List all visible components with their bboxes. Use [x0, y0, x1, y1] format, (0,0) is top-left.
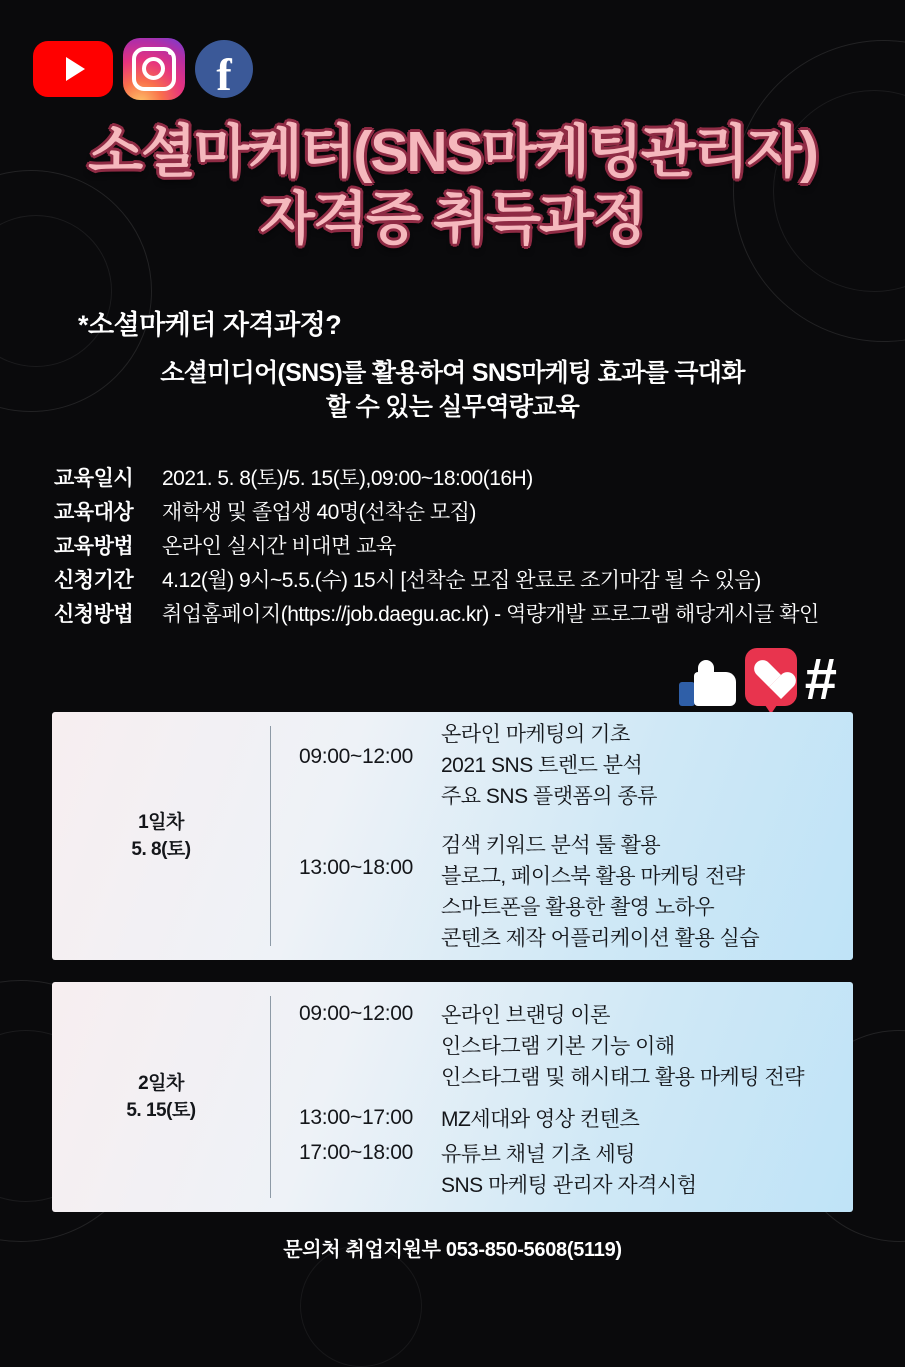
- schedule-topics: [441, 1104, 639, 1135]
- info-key: 교육대상: [54, 501, 134, 524]
- schedule-topics: [441, 719, 657, 812]
- schedule-time: 13:00~17:00: [298, 1106, 414, 1129]
- day-label: [52, 712, 270, 960]
- facebook-icon-label: f: [216, 49, 232, 100]
- instagram-icon: [123, 38, 185, 100]
- info-value: 취업홈페이지(https://job.daegu.ac.kr) - 역량개발 프로그램 해당게시글 확인: [162, 603, 819, 626]
- youtube-icon: [33, 41, 113, 97]
- intro-question: *소셜마케터 자격과정?: [78, 310, 342, 340]
- info-key: 신청방법: [54, 603, 134, 626]
- schedule-topic: 온라인 브랜딩 이론: [441, 1004, 610, 1027]
- schedule-topics: [441, 830, 759, 954]
- heart-icon: [745, 648, 797, 706]
- title-line-1: 소셜마케터(SNS마케팅관리자): [88, 120, 817, 184]
- thumbs-up-icon: [679, 660, 737, 706]
- schedule-topic: 검색 키워드 분석 툴 활용: [441, 833, 661, 857]
- info-value: 온라인 실시간 비대면 교육: [162, 535, 396, 558]
- schedule-topic: 블로그, 페이스북 활용 마케팅 전략: [441, 864, 745, 888]
- day-label-line-2: 5. 8(토): [131, 839, 191, 860]
- reaction-icon-row: [679, 647, 837, 712]
- schedule-time: 09:00~12:00: [298, 744, 414, 768]
- social-icon-row: [33, 38, 253, 100]
- info-value: 2021. 5. 8(토)/5. 15(토),09:00~18:00(16H): [162, 467, 533, 490]
- page-title: [0, 120, 905, 254]
- schedule-topic: 2021 SNS 트렌드 분석: [441, 753, 643, 777]
- schedule-block: [271, 710, 853, 821]
- intro-body: [0, 356, 905, 424]
- decorative-circle: [300, 1245, 422, 1367]
- info-list: [54, 462, 819, 632]
- schedule-topic: 주요 SNS 플랫폼의 종류: [441, 784, 657, 808]
- day-label-line-1: 2일차: [138, 1073, 184, 1094]
- schedule-topics: [441, 1139, 697, 1201]
- intro-body-line-2: 할 수 있는 실무역량교육: [325, 393, 580, 421]
- info-key: 신청기간: [54, 569, 134, 592]
- info-row: [54, 530, 819, 564]
- contact-footer: 문의처 취업지원부 053-850-5608(5119): [283, 1239, 622, 1261]
- info-value: 재학생 및 졸업생 40명(선착순 모집): [162, 501, 476, 524]
- schedule-topic: 인스타그램 기본 기능 이해: [441, 1035, 675, 1058]
- schedule-table-day2: [52, 982, 853, 1212]
- schedule-topic: 스마트폰을 활용한 촬영 노하우: [441, 895, 715, 919]
- schedule-topic: 인스타그램 및 해시태그 활용 마케팅 전략: [441, 1066, 805, 1089]
- day-label: [52, 982, 270, 1212]
- facebook-icon: [195, 40, 253, 98]
- info-value: 4.12(월) 9시~5.5.(수) 15시 [선착순 모집 완료로 조기마감 될 수 있음): [162, 569, 761, 592]
- hashtag-icon: #: [804, 647, 837, 712]
- info-key: 교육방법: [54, 535, 134, 558]
- schedule-block: [271, 1137, 853, 1203]
- day-label-line-2: 5. 15(토): [126, 1100, 196, 1121]
- schedule-time: 17:00~18:00: [298, 1141, 414, 1164]
- title-line-2: 자격증 취득과정: [259, 187, 646, 251]
- schedule-topics: [441, 1000, 804, 1093]
- day-label-line-1: 1일차: [138, 812, 184, 833]
- info-row: [54, 496, 819, 530]
- schedule-topic: MZ세대와 영상 컨텐츠: [441, 1108, 640, 1131]
- schedule-table-day1: [52, 712, 853, 960]
- schedule-time: 09:00~12:00: [298, 1002, 414, 1025]
- info-row: [54, 564, 819, 598]
- schedule-topic: SNS 마케팅 관리자 자격시험: [441, 1174, 697, 1197]
- schedule-time: 13:00~18:00: [298, 855, 414, 879]
- schedule-block: [271, 1102, 853, 1137]
- intro-body-line-1: 소셜미디어(SNS)를 활용하여 SNS마케팅 효과를 극대화: [160, 359, 745, 387]
- schedule-topic: 온라인 마케팅의 기초: [441, 722, 630, 746]
- info-key: 교육일시: [54, 467, 134, 490]
- info-row: [54, 462, 819, 496]
- schedule-block: [271, 991, 853, 1102]
- schedule-block: [271, 821, 853, 963]
- info-row: [54, 598, 819, 632]
- schedule-topic: 콘텐츠 제작 어플리케이션 활용 실습: [441, 926, 760, 950]
- schedule-topic: 유튜브 채널 기초 세팅: [441, 1143, 636, 1166]
